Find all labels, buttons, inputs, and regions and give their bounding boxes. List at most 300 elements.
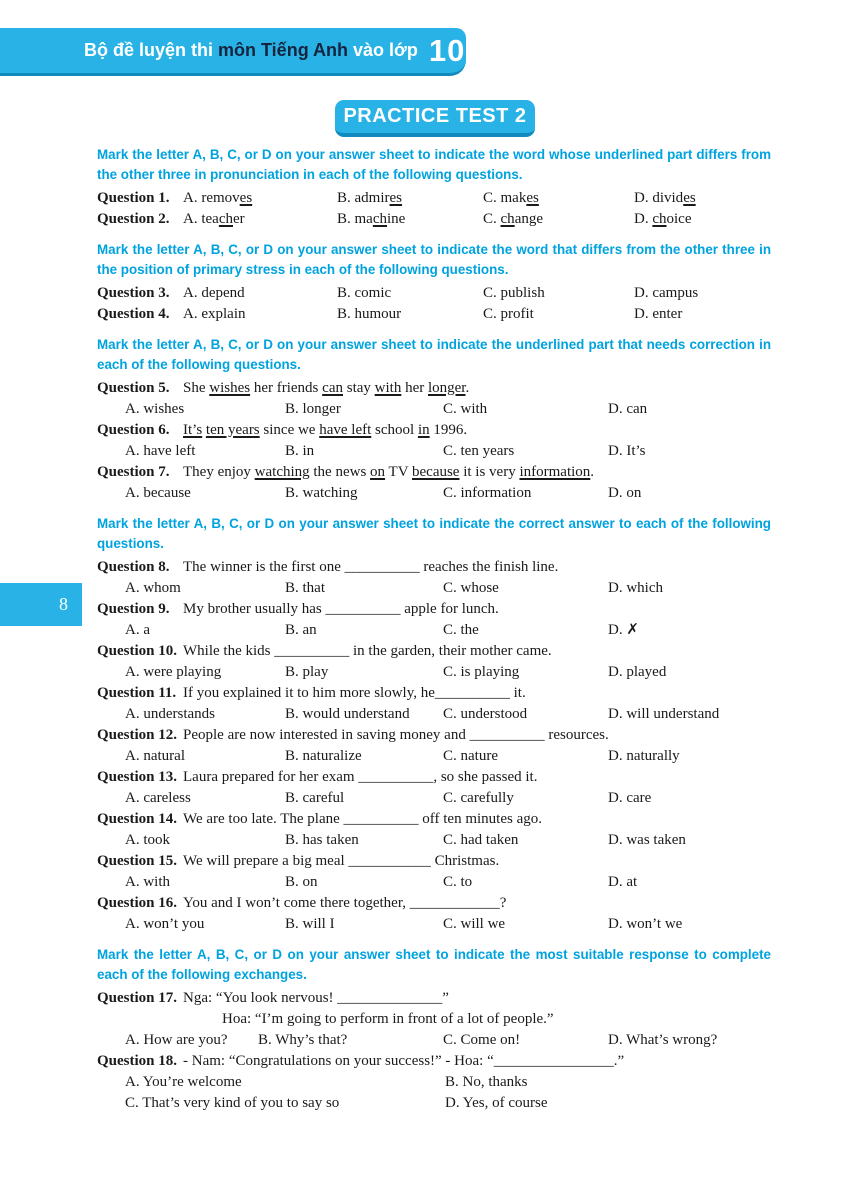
question-label: Question 14.	[97, 811, 178, 827]
text: careful	[302, 790, 345, 806]
text: in	[302, 443, 315, 459]
section-instruction: Mark the letter A, B, C, or D on your answer sheet to indicate the word that differs from the other three in the position of primary stress in each of the following questions.	[97, 242, 771, 277]
text: that	[302, 580, 326, 596]
option-key: A.	[125, 443, 144, 459]
option-key: B.	[337, 306, 355, 322]
options-row	[97, 704, 771, 725]
text: If you explained it to him more slowly, he__________ it.	[183, 685, 526, 701]
option-key: C.	[443, 443, 461, 459]
option-b	[285, 746, 443, 767]
underlined-text: because	[412, 464, 460, 480]
question-label: Question 17.	[97, 990, 178, 1006]
option-a	[125, 1072, 445, 1093]
option-a	[125, 704, 285, 725]
option-key: C.	[443, 706, 461, 722]
text: it is very	[459, 464, 520, 480]
option-key: B.	[285, 790, 303, 806]
text: ✗	[626, 622, 639, 638]
option-b	[285, 830, 443, 851]
page-number: 8	[59, 594, 68, 614]
option-key: D.	[608, 916, 627, 932]
option-a	[125, 483, 285, 504]
option-key: D.	[608, 874, 627, 890]
question-label: Question 6.	[97, 422, 170, 438]
text: to	[460, 874, 473, 890]
question-label: Question 16.	[97, 895, 178, 911]
option-a	[183, 209, 337, 230]
question-label: Question 5.	[97, 380, 170, 396]
option-c	[483, 304, 634, 325]
option-key: D.	[608, 485, 627, 501]
option-key: D.	[608, 790, 627, 806]
text: school	[371, 422, 418, 438]
section-instruction: Mark the letter A, B, C, or D on your answer sheet to indicate the most suitable response to complete each of the following exchanges.	[97, 947, 771, 982]
options-row	[97, 620, 771, 641]
book-title-grade: 10	[428, 32, 466, 68]
option-key: C.	[443, 832, 461, 848]
text: remov	[201, 190, 240, 206]
question-label: Question 10.	[97, 643, 178, 659]
question-stem	[97, 557, 771, 578]
option-key: B.	[285, 916, 303, 932]
option-key: D.	[608, 622, 627, 638]
question-stem	[97, 599, 771, 620]
option-c	[443, 746, 608, 767]
text: is playing	[460, 664, 520, 680]
option-b	[258, 1030, 443, 1051]
text: care	[626, 790, 652, 806]
option-d	[608, 872, 771, 893]
text: We will prepare a big meal ___________ Christmas.	[183, 853, 500, 869]
option-d	[634, 188, 771, 209]
text: will I	[302, 916, 335, 932]
underlined-text: ch	[652, 211, 667, 227]
option-b	[285, 441, 443, 462]
option-d	[608, 704, 771, 725]
text: profit	[500, 306, 534, 322]
option-b	[337, 283, 483, 304]
option-key: A.	[125, 622, 144, 638]
underlined-text: can	[322, 380, 343, 396]
option-key: C.	[443, 401, 461, 417]
text: with	[460, 401, 488, 417]
options-row	[97, 399, 771, 420]
question-stem	[97, 851, 771, 872]
book-title-part3: vào lớp	[353, 40, 418, 60]
question-stem	[97, 1009, 771, 1030]
option-b	[285, 872, 443, 893]
option-a	[125, 872, 285, 893]
option-c	[443, 704, 608, 725]
option-d	[608, 914, 771, 935]
test-body	[97, 145, 771, 1114]
underlined-text: es	[526, 190, 539, 206]
underlined-text: es	[239, 190, 253, 206]
option-key: D.	[608, 1032, 627, 1048]
option-a	[183, 304, 337, 325]
option-key: C.	[443, 748, 461, 764]
option-key: B.	[285, 401, 303, 417]
text: Why’s that?	[275, 1032, 348, 1048]
question-stem	[97, 767, 771, 788]
option-key: A.	[183, 190, 202, 206]
underlined-text: information	[519, 464, 591, 480]
options-row	[97, 662, 771, 683]
option-a	[125, 746, 285, 767]
text: the	[460, 622, 479, 638]
option-a	[125, 662, 285, 683]
text: understands	[143, 706, 215, 722]
text: admir	[354, 190, 390, 206]
text: enter	[652, 306, 683, 322]
text: took	[143, 832, 171, 848]
option-key: C.	[483, 306, 501, 322]
option-key: C.	[443, 874, 461, 890]
option-key: A.	[125, 832, 144, 848]
question-stem	[97, 725, 771, 746]
text: Yes, of course	[462, 1095, 548, 1111]
option-key: C.	[443, 485, 461, 501]
option-c	[443, 578, 608, 599]
option-key: A.	[125, 874, 144, 890]
option-key: A.	[183, 285, 202, 301]
question-label: Question 8.	[97, 559, 170, 575]
question-stem	[97, 988, 771, 1009]
option-c	[443, 1030, 608, 1051]
option-key: C.	[443, 622, 461, 638]
text: We are too late. The plane __________ off ten minutes ago.	[183, 811, 542, 827]
option-key: A.	[125, 401, 144, 417]
options-row	[97, 578, 771, 599]
option-key: A.	[125, 748, 144, 764]
option-c	[483, 209, 634, 230]
underlined-text: longer	[427, 380, 466, 396]
options-row	[97, 1072, 771, 1114]
question-stem	[97, 378, 771, 399]
text: tea	[201, 211, 219, 227]
option-c	[443, 662, 608, 683]
option-d	[634, 283, 771, 304]
text: oice	[666, 211, 692, 227]
option-d	[634, 304, 771, 325]
option-key: D.	[608, 443, 627, 459]
option-b	[445, 1072, 771, 1093]
question-label: Question 18.	[97, 1053, 178, 1069]
option-a	[125, 788, 285, 809]
text: explain	[201, 306, 246, 322]
option-key: A.	[183, 306, 202, 322]
option-key: D.	[634, 190, 653, 206]
option-a	[125, 620, 285, 641]
text: play	[302, 664, 329, 680]
underlined-text: It’s	[183, 422, 203, 438]
option-b	[285, 620, 443, 641]
text: can	[626, 401, 648, 417]
option-key: C.	[443, 916, 461, 932]
text: with	[143, 874, 171, 890]
options-row	[97, 788, 771, 809]
option-d	[608, 830, 771, 851]
option-key: A.	[125, 1032, 144, 1048]
text: will we	[460, 916, 506, 932]
text: played	[626, 664, 667, 680]
text: It’s	[626, 443, 646, 459]
option-key: D.	[608, 748, 627, 764]
option-key: C.	[443, 1032, 461, 1048]
option-d	[608, 788, 771, 809]
question-stem	[97, 641, 771, 662]
option-c	[443, 483, 608, 504]
option-key: B.	[285, 832, 303, 848]
text: a	[143, 622, 151, 638]
option-key: D.	[634, 211, 653, 227]
question-stem	[97, 809, 771, 830]
text: Come on!	[460, 1032, 521, 1048]
text: People are now interested in saving money and __________ resources.	[183, 727, 609, 743]
text: her	[401, 380, 428, 396]
text: While the kids __________ in the garden, their mother came.	[183, 643, 552, 659]
option-a	[125, 441, 285, 462]
option-key: B.	[285, 706, 303, 722]
option-c	[443, 872, 608, 893]
text: Hoa: “I’m going to perform in front of a lot of people.”	[222, 1011, 554, 1027]
question-stem	[97, 1051, 771, 1072]
options-row	[97, 872, 771, 893]
option-key: B.	[337, 190, 355, 206]
underlined-text: have left	[319, 422, 372, 438]
question-row	[97, 304, 771, 325]
underlined-text: es	[683, 190, 696, 206]
text: ten years	[460, 443, 515, 459]
option-c	[483, 188, 634, 209]
question-label: Question 3.	[97, 285, 170, 301]
text: which	[626, 580, 664, 596]
text: whose	[460, 580, 499, 596]
option-c	[443, 830, 608, 851]
option-key: B.	[285, 443, 303, 459]
option-d	[608, 662, 771, 683]
text: That’s very kind of you to say so	[142, 1095, 340, 1111]
option-d	[445, 1093, 771, 1114]
page-number-tab	[0, 583, 82, 626]
question-label: Question 7.	[97, 464, 170, 480]
text: My brother usually has __________ apple for lunch.	[183, 601, 499, 617]
text: had taken	[460, 832, 519, 848]
option-d	[608, 399, 771, 420]
text: .	[465, 380, 470, 396]
option-key: B.	[258, 1032, 276, 1048]
option-key: C.	[483, 211, 501, 227]
text: have left	[143, 443, 196, 459]
question-label: Question 13.	[97, 769, 178, 785]
question-stem	[97, 683, 771, 704]
underlined-text: ten years	[205, 422, 260, 438]
option-key: D.	[634, 306, 653, 322]
text: divid	[652, 190, 684, 206]
book-title-part1: Bộ đề luyện thi	[84, 40, 214, 60]
options-row	[97, 483, 771, 504]
text: the news	[309, 464, 371, 480]
question-label: Question 2.	[97, 211, 170, 227]
underlined-text: ch	[500, 211, 515, 227]
section-instruction: Mark the letter A, B, C, or D on your answer sheet to indicate the correct answer to each of the following questions.	[97, 516, 771, 551]
option-key: A.	[125, 580, 144, 596]
option-a	[125, 1030, 258, 1051]
text: careless	[143, 790, 191, 806]
text: campus	[652, 285, 699, 301]
question-stem	[97, 462, 771, 483]
option-key: D.	[608, 706, 627, 722]
option-key: A.	[183, 211, 202, 227]
option-key: D.	[608, 832, 627, 848]
text: They enjoy	[183, 464, 255, 480]
book-header-bar	[0, 28, 466, 76]
option-key: B.	[337, 285, 355, 301]
text: carefully	[460, 790, 514, 806]
option-b	[285, 662, 443, 683]
option-key: C.	[443, 664, 461, 680]
text: What’s wrong?	[626, 1032, 718, 1048]
text: ange	[514, 211, 544, 227]
question-label: Question 12.	[97, 727, 178, 743]
underlined-text: watching	[254, 464, 310, 480]
text: naturalize	[302, 748, 362, 764]
text: her friends	[250, 380, 323, 396]
option-key: A.	[125, 790, 144, 806]
question-label: Question 4.	[97, 306, 170, 322]
option-key: D.	[634, 285, 653, 301]
text: has taken	[302, 832, 359, 848]
option-b	[285, 914, 443, 935]
text: nature	[460, 748, 498, 764]
option-b	[285, 704, 443, 725]
text: No, thanks	[462, 1074, 528, 1090]
text: humour	[354, 306, 402, 322]
question-row	[97, 209, 771, 230]
text: watching	[302, 485, 358, 501]
text: will understand	[626, 706, 720, 722]
option-b	[285, 483, 443, 504]
option-key: D.	[445, 1095, 463, 1111]
option-c	[443, 914, 608, 935]
option-key: A.	[125, 706, 144, 722]
text: naturally	[626, 748, 680, 764]
text: an	[302, 622, 317, 638]
option-key: A.	[125, 485, 144, 501]
text: ine	[387, 211, 406, 227]
text: were playing	[143, 664, 222, 680]
text: She	[183, 380, 210, 396]
option-c	[443, 788, 608, 809]
text: information	[460, 485, 532, 501]
option-d	[608, 1030, 771, 1051]
option-key: D.	[608, 664, 627, 680]
option-b	[337, 188, 483, 209]
option-b	[285, 399, 443, 420]
option-d	[608, 441, 771, 462]
option-d	[608, 620, 771, 641]
underlined-text: in	[417, 422, 430, 438]
option-key: B.	[285, 874, 303, 890]
option-b	[337, 209, 483, 230]
text: ma	[354, 211, 373, 227]
text: comic	[354, 285, 392, 301]
option-key: C.	[125, 1095, 143, 1111]
text: understood	[460, 706, 528, 722]
option-key: B.	[285, 485, 303, 501]
option-b	[285, 788, 443, 809]
text: depend	[201, 285, 245, 301]
text: whom	[143, 580, 181, 596]
option-key: D.	[608, 580, 627, 596]
text: would understand	[302, 706, 410, 722]
option-key: B.	[285, 622, 303, 638]
option-key: B.	[337, 211, 355, 227]
text: Nga: “You look nervous! ______________”	[183, 990, 449, 1006]
text: .	[590, 464, 595, 480]
option-key: B.	[285, 748, 303, 764]
underlined-text: wishes	[209, 380, 251, 396]
option-key: C.	[443, 790, 461, 806]
text: er	[233, 211, 245, 227]
text: on	[302, 874, 318, 890]
question-stem	[97, 420, 771, 441]
text: 1996.	[429, 422, 468, 438]
question-label: Question 1.	[97, 190, 170, 206]
option-key: C.	[483, 285, 501, 301]
text: wishes	[143, 401, 185, 417]
text: on	[626, 485, 642, 501]
underlined-text: with	[374, 380, 402, 396]
options-row	[97, 746, 771, 767]
options-row	[97, 830, 771, 851]
option-d	[608, 483, 771, 504]
option-a	[125, 914, 285, 935]
text: - Nam: “Congratulations on your success!” - Hoa: “________________.”	[183, 1053, 625, 1069]
option-d	[634, 209, 771, 230]
text: You’re welcome	[142, 1074, 242, 1090]
text: longer	[302, 401, 341, 417]
text: because	[143, 485, 191, 501]
text: mak	[500, 190, 527, 206]
option-c	[443, 620, 608, 641]
option-a	[125, 399, 285, 420]
option-key: A.	[125, 1074, 143, 1090]
option-key: A.	[125, 664, 144, 680]
option-c	[125, 1093, 445, 1114]
text: The winner is the first one __________ reaches the finish line.	[183, 559, 559, 575]
underlined-text: es	[389, 190, 403, 206]
question-stem	[97, 893, 771, 914]
text: stay	[342, 380, 375, 396]
book-title-subject: môn Tiếng Anh	[218, 40, 349, 60]
text: was taken	[626, 832, 686, 848]
option-key: B.	[285, 580, 303, 596]
option-d	[608, 746, 771, 767]
underlined-text: ch	[372, 211, 388, 227]
text: Laura prepared for her exam __________, so she passed it.	[183, 769, 538, 785]
option-a	[125, 578, 285, 599]
underlined-text: ch	[218, 211, 233, 227]
options-row	[97, 1030, 771, 1051]
option-key: C.	[483, 190, 501, 206]
question-label: Question 11.	[97, 685, 177, 701]
text: TV	[385, 464, 412, 480]
question-label: Question 9.	[97, 601, 170, 617]
options-row	[97, 914, 771, 935]
section-instruction: Mark the letter A, B, C, or D on your answer sheet to indicate the word whose underlined part differs from the other three in pronunciation in each of the following questions.	[97, 147, 771, 182]
option-key: A.	[125, 916, 144, 932]
